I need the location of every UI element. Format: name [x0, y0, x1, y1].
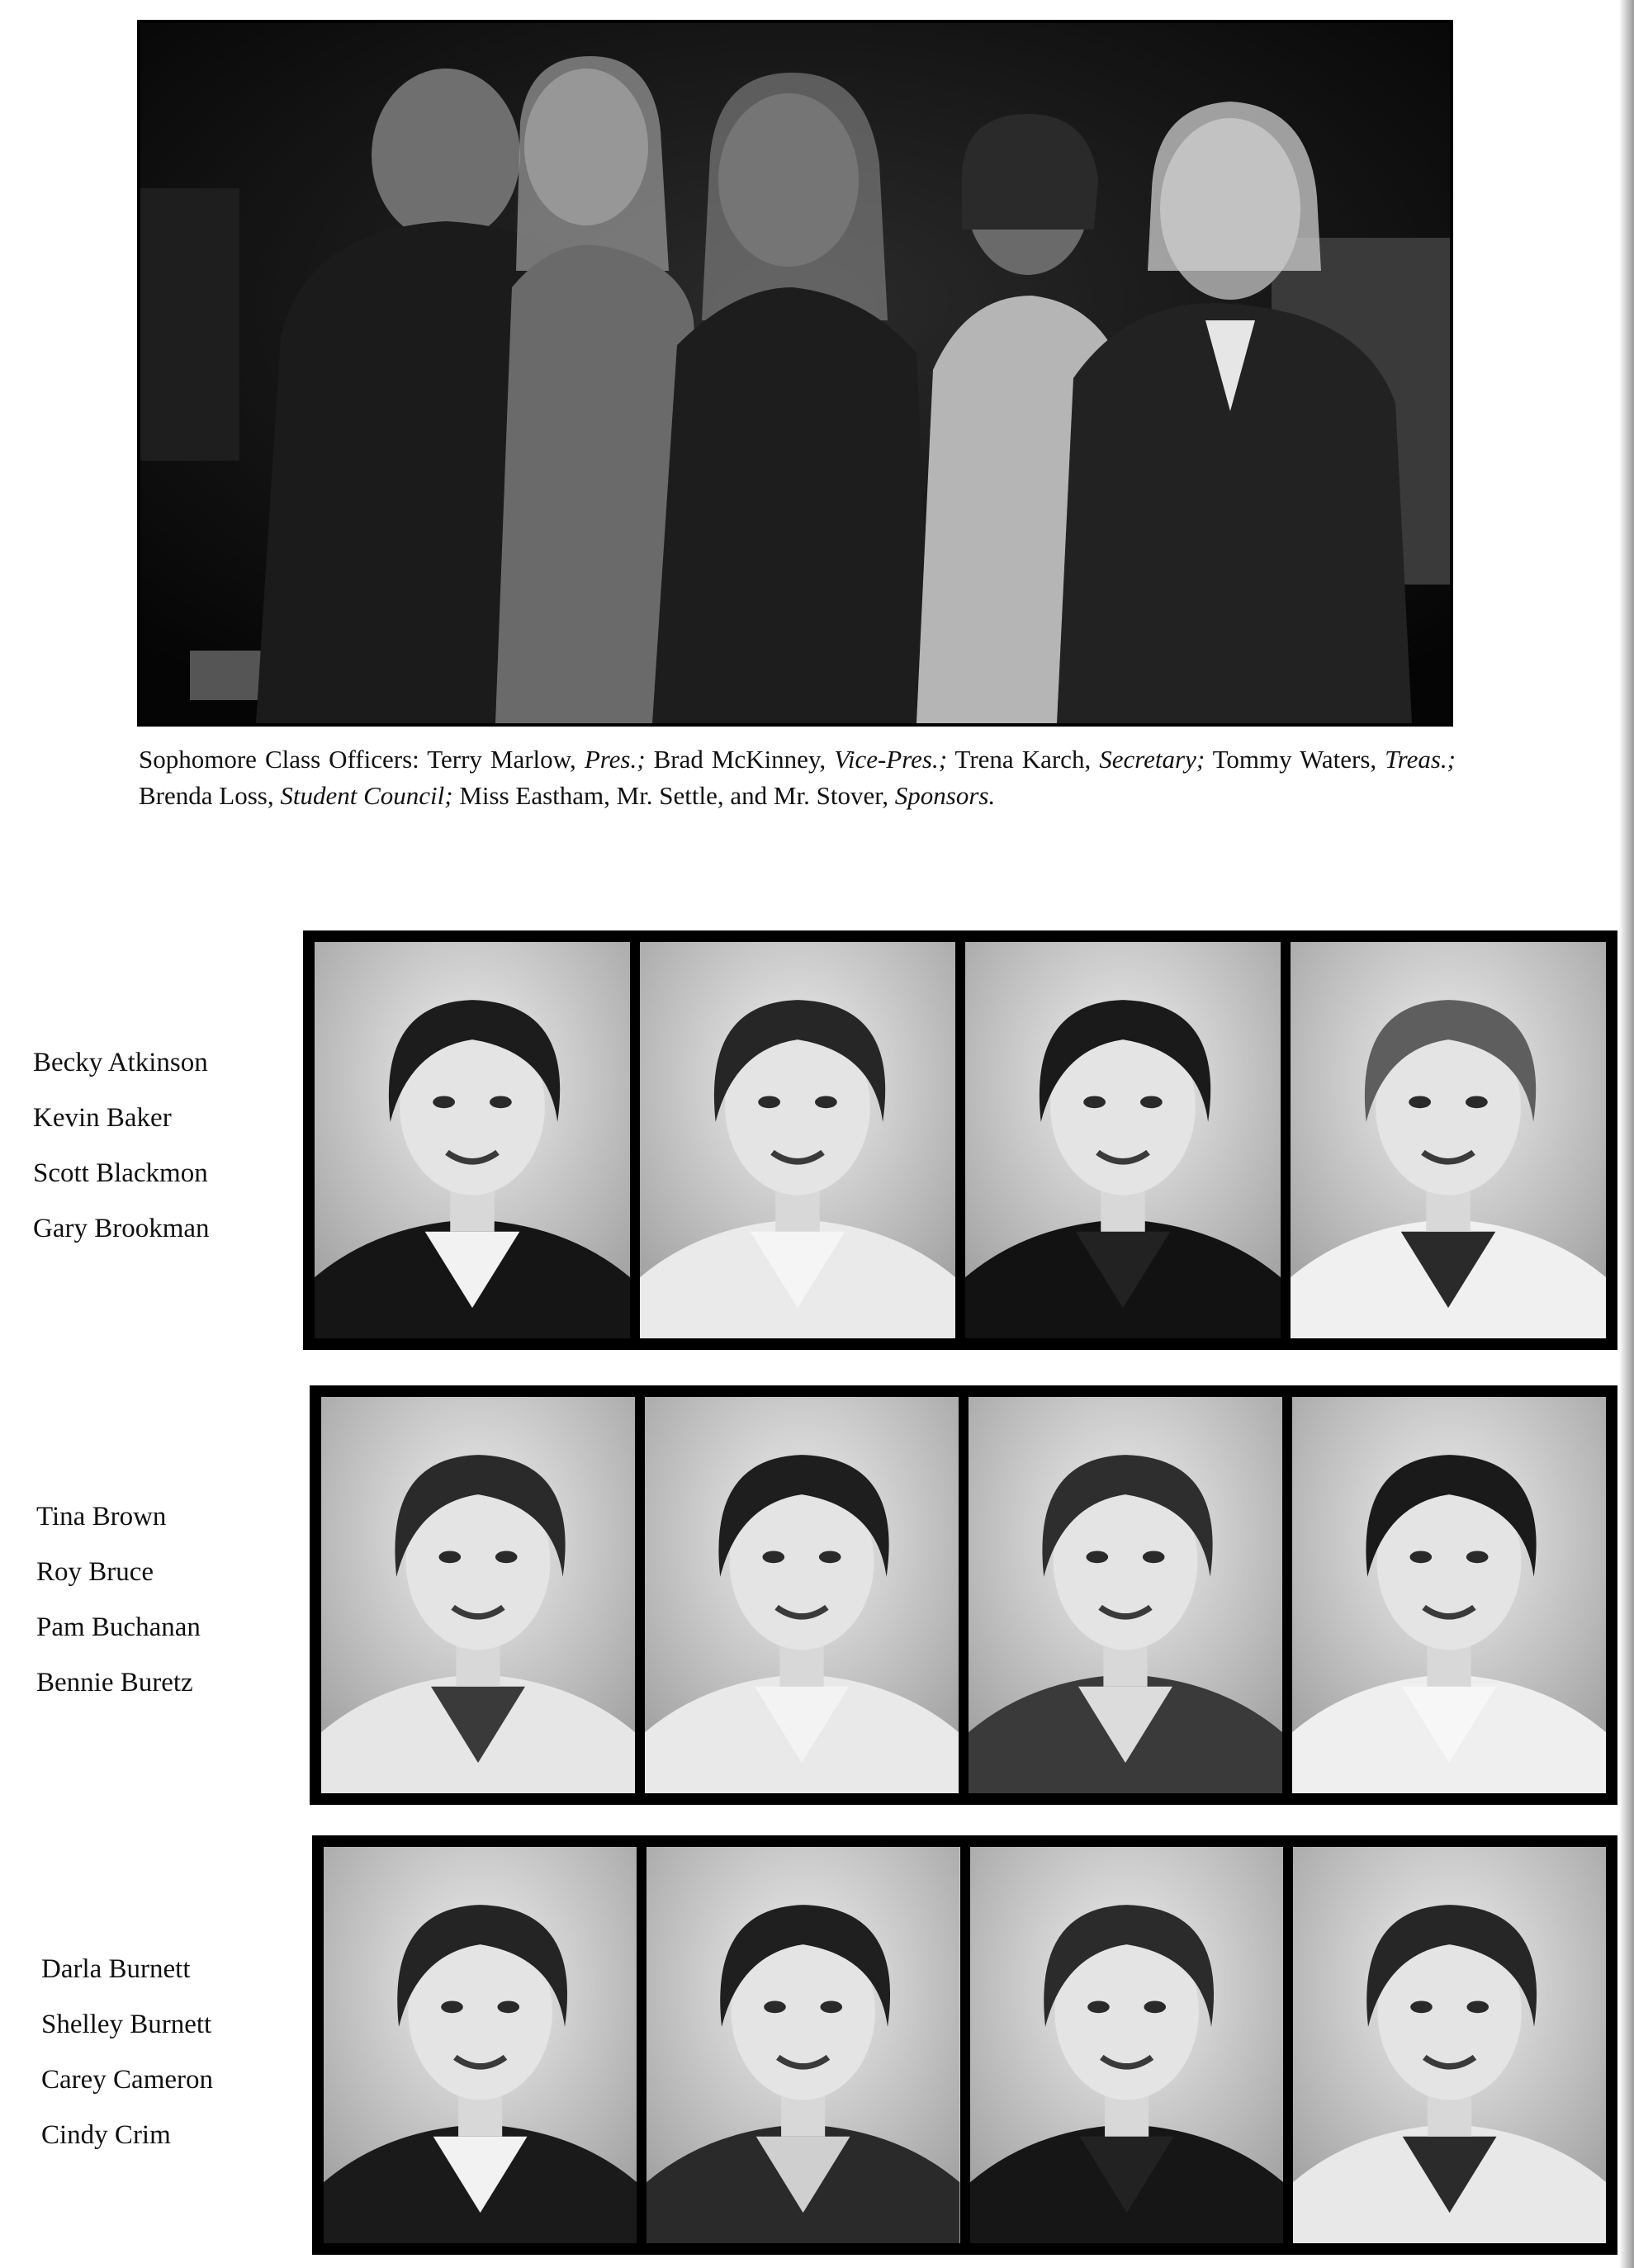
portrait-row-3: [312, 1835, 1617, 2255]
names-list-1: [33, 1035, 210, 1257]
caption-segment: Pres.;: [584, 745, 646, 774]
caption-segment: Brad McKinney,: [645, 745, 835, 774]
student-name: Gary Brookman: [33, 1214, 210, 1243]
student-portrait: [965, 942, 1281, 1338]
student-portrait: [645, 1397, 959, 1793]
caption-segment: Sophomore Class Officers: Terry Marlow,: [139, 745, 585, 774]
names-list-2: [36, 1489, 201, 1711]
caption-segment: Vice-Pres.;: [834, 745, 948, 774]
student-name: Kevin Baker: [33, 1103, 172, 1133]
student-portrait: [1293, 1847, 1606, 2243]
student-portrait: [1292, 1397, 1606, 1793]
page-edge: [1619, 0, 1634, 2268]
student-portrait: [969, 1397, 1282, 1793]
student-name: Tina Brown: [36, 1502, 167, 1532]
portrait-row-1: [303, 930, 1617, 1350]
student-name: Bennie Buretz: [36, 1668, 193, 1697]
student-name: Carey Cameron: [41, 2065, 214, 2095]
caption-segment: Treas.;: [1385, 745, 1456, 774]
caption-segment: Student Council;: [280, 781, 453, 810]
student-portrait: [1291, 942, 1606, 1338]
group-photo: [137, 20, 1453, 727]
caption-segment: Miss Eastham, Mr. Settle, and Mr. Stover,: [452, 781, 895, 810]
student-portrait: [970, 1847, 1283, 2243]
student-name: Pam Buchanan: [36, 1612, 201, 1642]
student-portrait: [640, 942, 955, 1338]
names-list-3: [41, 1942, 213, 2163]
caption-segment: Brenda Loss,: [139, 781, 281, 810]
student-name: Roy Bruce: [36, 1557, 154, 1587]
student-portrait: [646, 1847, 959, 2243]
portrait-row-2: [310, 1385, 1617, 1805]
student-name: Darla Burnett: [41, 1954, 191, 1984]
group-caption: [139, 741, 1456, 814]
caption-segment: Tommy Waters,: [1205, 745, 1385, 774]
student-portrait: [315, 942, 630, 1338]
student-name: Shelley Burnett: [41, 2010, 212, 2039]
student-name: Scott Blackmon: [33, 1158, 208, 1188]
caption-segment: Sponsors.: [894, 781, 996, 810]
caption-segment: Secretary;: [1099, 745, 1205, 774]
student-portrait: [324, 1847, 637, 2243]
student-name: Cindy Crim: [41, 2120, 171, 2150]
caption-segment: Trena Karch,: [947, 745, 1100, 774]
student-name: Becky Atkinson: [33, 1048, 208, 1077]
student-portrait: [321, 1397, 635, 1793]
